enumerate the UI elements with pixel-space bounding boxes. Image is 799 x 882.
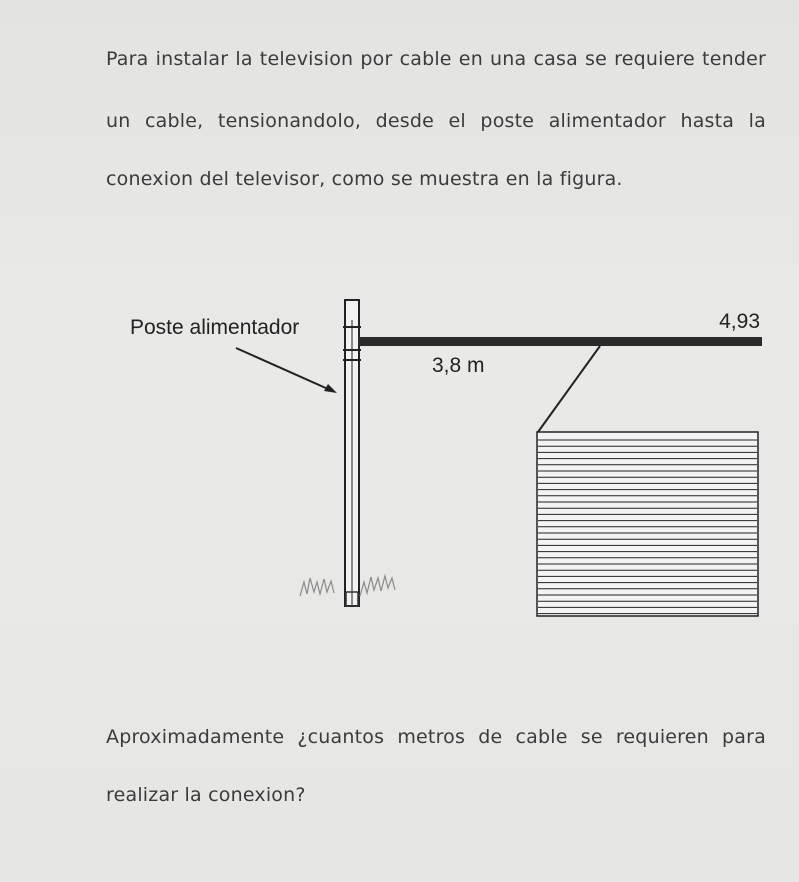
slanted-cable xyxy=(538,346,600,432)
question-line-1: Aproximadamente ¿cuantos metros de cable se requieren para xyxy=(106,726,766,748)
top-value-label: 4,93 xyxy=(719,310,760,333)
intro-line-1: Para instalar la television por cable en una casa se requiere tender xyxy=(106,48,766,70)
question-line-2: realizar la conexion? xyxy=(106,784,306,806)
intro-line-2: un cable, tensionandolo, desde el poste alimentador hasta la xyxy=(106,110,766,132)
pole-arrow-head xyxy=(324,384,337,393)
intro-line-3: conexion del televisor, como se muestra en la figura. xyxy=(106,168,623,190)
pole-arrow-line xyxy=(236,348,328,389)
cable-beam xyxy=(358,337,762,346)
house xyxy=(537,432,758,616)
cable-diagram xyxy=(0,260,799,640)
span-label: 3,8 m xyxy=(432,354,485,377)
pole-label: Poste alimentador xyxy=(130,316,300,339)
